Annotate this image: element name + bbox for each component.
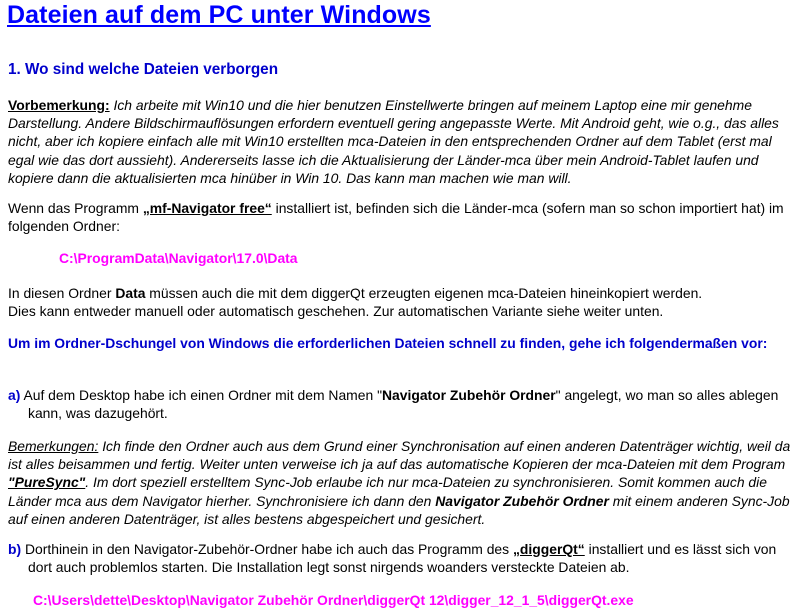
program-name: „mf-Navigator free“ <box>142 200 272 216</box>
list-marker-a: a) <box>8 387 21 403</box>
list-item-b-text-end: installiert und es lässt sich von dort auch problemlos starten. Die Installation legt sonst nirgends woanders versteckte Dateien ab. <box>28 541 777 576</box>
preliminary-remark-label: Vorbemerkung: <box>8 97 110 113</box>
diggerqt-exe-path: C:\Users\dette\Desktop\Navigator Zubehör Ordner\diggerQt 12\digger_12_1_5\diggerQt.exe <box>33 592 634 608</box>
program-paragraph <box>8 199 800 235</box>
data-folder-paragraph <box>8 284 800 320</box>
remarks-text-2: . Im dort speziell erstelltem Sync-Job erlaube ich nur mca-Dateien zu synchronisieren. Somit kommen auch die Länder mca aus dem Navigator hierher. Synchronisiere ich dann den <box>8 474 767 509</box>
list-item-a-text: Auf dem Desktop habe ich einen Ordner mit dem Namen " <box>20 387 382 403</box>
program-paragraph-text: Wenn das Programm <box>8 200 143 216</box>
remarks-label: Bemerkungen: <box>8 438 99 454</box>
list-marker-b: b) <box>8 541 22 557</box>
data-paragraph-text: In diesen Ordner <box>8 285 116 301</box>
data-paragraph-line2: Dies kann entweder manuell oder automatisch geschehen. Zur automatischen Variante siehe weiter unten. <box>8 303 664 320</box>
list-item-b-text: Dorthinein in den Navigator-Zubehör-Ordner habe ich auch das Programm des <box>21 541 513 557</box>
remarks-folder-name: Navigator Zubehör Ordner <box>435 492 609 509</box>
puresync-name: "PureSync" <box>8 474 86 491</box>
preliminary-remark <box>8 96 800 187</box>
list-item-a <box>8 386 800 422</box>
data-folder-path: C:\ProgramData\Navigator\17.0\Data <box>59 250 298 266</box>
remarks-text-3: mit einem anderen Sync-Job auf einen anderen Datenträger, ist alles bestens abgespeichert und gesichert. <box>8 492 790 527</box>
section-heading: 1. Wo sind welche Dateien verborgen <box>8 61 279 78</box>
program-paragraph-text-end: installiert ist, befinden sich die Länder-mca (sofern man so schon importiert hat) im folgenden Ordner: <box>8 200 784 235</box>
list-item-a-text-end: " angelegt, wo man so alles ablegen kann, was dazugehört. <box>28 387 779 422</box>
list-item-b <box>8 540 800 576</box>
remarks-paragraph <box>8 437 800 528</box>
page-title: Dateien auf dem PC unter Windows <box>7 1 431 29</box>
remarks-text: Ich finde den Ordner auch aus dem Grund einer Synchronisation auf einen anderen Datenträger wichtig, weil da ist alles beisammen und fertig. Weiter unten verweise ich ja auf das automatische Kopieren der mca-Dateien mit dem Program <box>8 438 791 473</box>
data-folder-name: Data <box>115 285 146 301</box>
preliminary-remark-text: Ich arbeite mit Win10 und die hier benutzen Einstellwerte bringen auf meinem Laptop eine mir genehme Darstellung. Andere Bildschirmauflösungen erfordern eventuell gering angepasste Werte. Mit Android geht, wie o.g., das alles nicht, aber ich kopiere einfach alle mit Win10 erstellten mca-Dateien in den entsprechenden Ordner auf dem Tablet (erst mal egal wie das dort aussieht). Andererseits lasse ich die Aktualisierung der Länder-mca über mein Android-Tablet laufen und kopiere dann die aktualisierten mca hinüber in Win 10. Das kann man machen wie man will. <box>8 97 779 186</box>
folder-jungle-heading: Um im Ordner-Dschungel von Windows die erforderlichen Dateien schnell zu finden, gehe ich folgendermaßen vor: <box>8 335 768 351</box>
data-paragraph-text-end: müssen auch die mit dem diggerQt erzeugten eigenen mca-Dateien hineinkopiert werden. <box>145 285 703 301</box>
navigator-folder-name: Navigator Zubehör Ordner <box>382 387 556 403</box>
diggerqt-name: „diggerQt“ <box>512 541 585 557</box>
